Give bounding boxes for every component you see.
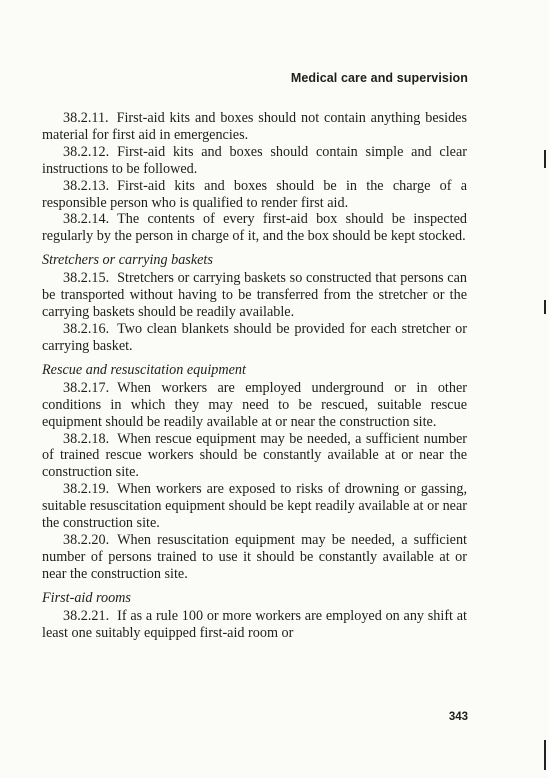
paragraph-text: Two clean blankets should be provided for each stretcher or carrying basket. [42,320,467,354]
paragraph-text: When rescue equipment may be needed, a sufficient number of trained rescue workers should be constantly available at or near the construction site. [42,430,467,481]
section-heading: First-aid rooms [42,589,131,606]
numbered-paragraph [42,380,467,431]
numbered-paragraph [42,532,467,583]
numbered-paragraph [42,178,467,212]
paragraph-text: First-aid kits and boxes should not contain anything besides material for first aid in emergencies. [42,110,467,143]
page-edge-mark [544,150,546,168]
paragraph-text: First-aid kits and boxes should be in the charge of a responsible person who is qualified to render first aid. [42,177,467,211]
paragraph-number: 38.2.11. [63,110,109,126]
numbered-paragraph [42,211,467,245]
section-heading: Rescue and resuscitation equipment [42,361,246,378]
page-number: 343 [448,711,468,723]
paragraph-text: Stretchers or carrying baskets so constructed that persons can be transported without having to be transferred from the stretcher or the carrying baskets should be readily available. [42,270,467,321]
paragraph-number: 38.2.13. [63,177,110,194]
paragraph-number: 38.2.16. [63,320,110,337]
paragraph-number: 38.2.17. [63,379,110,396]
running-header: Medical care and supervision [290,71,468,85]
section-heading: Stretchers or carrying baskets [42,252,213,269]
numbered-paragraph [42,481,467,532]
numbered-paragraph [42,270,467,321]
numbered-paragraph [42,321,467,355]
body-text [42,110,467,641]
paragraph-text: When resuscitation equipment may be needed, a sufficient number of persons trained to use it should be constantly available at or near the construction site. [42,531,467,582]
paragraph-text: The contents of every first-aid box should be inspected regularly by the person in charge of it, and the box should be kept stocked. [42,211,467,245]
paragraph-text: When workers are exposed to risks of drowning or gassing, suitable resuscitation equipment should be kept readily available at or near the construction site. [42,481,467,532]
numbered-paragraph [42,608,467,642]
numbered-paragraph [42,110,467,144]
page-edge-mark [544,300,546,314]
paragraph-text: When workers are employed underground or in other conditions in which they may need to be rescued, suitable rescue equipment should be readily available at or near the construction site. [42,379,467,430]
paragraph-number: 38.2.21. [63,607,110,624]
paragraph-text: First-aid kits and boxes should contain simple and clear instructions to be followed. [42,143,467,177]
paragraph-number: 38.2.15. [63,270,110,287]
paragraph-text: If as a rule 100 or more workers are employed on any shift at least one suitably equipped first-aid room or [42,607,467,641]
paragraph-number: 38.2.12. [63,143,110,160]
paragraph-number: 38.2.19. [63,481,110,498]
paragraph-number: 38.2.18. [63,430,110,447]
numbered-paragraph [42,144,467,178]
page-edge-mark [544,740,546,770]
paragraph-number: 38.2.20. [63,531,110,548]
numbered-paragraph [42,431,467,482]
paragraph-number: 38.2.14. [63,211,110,228]
